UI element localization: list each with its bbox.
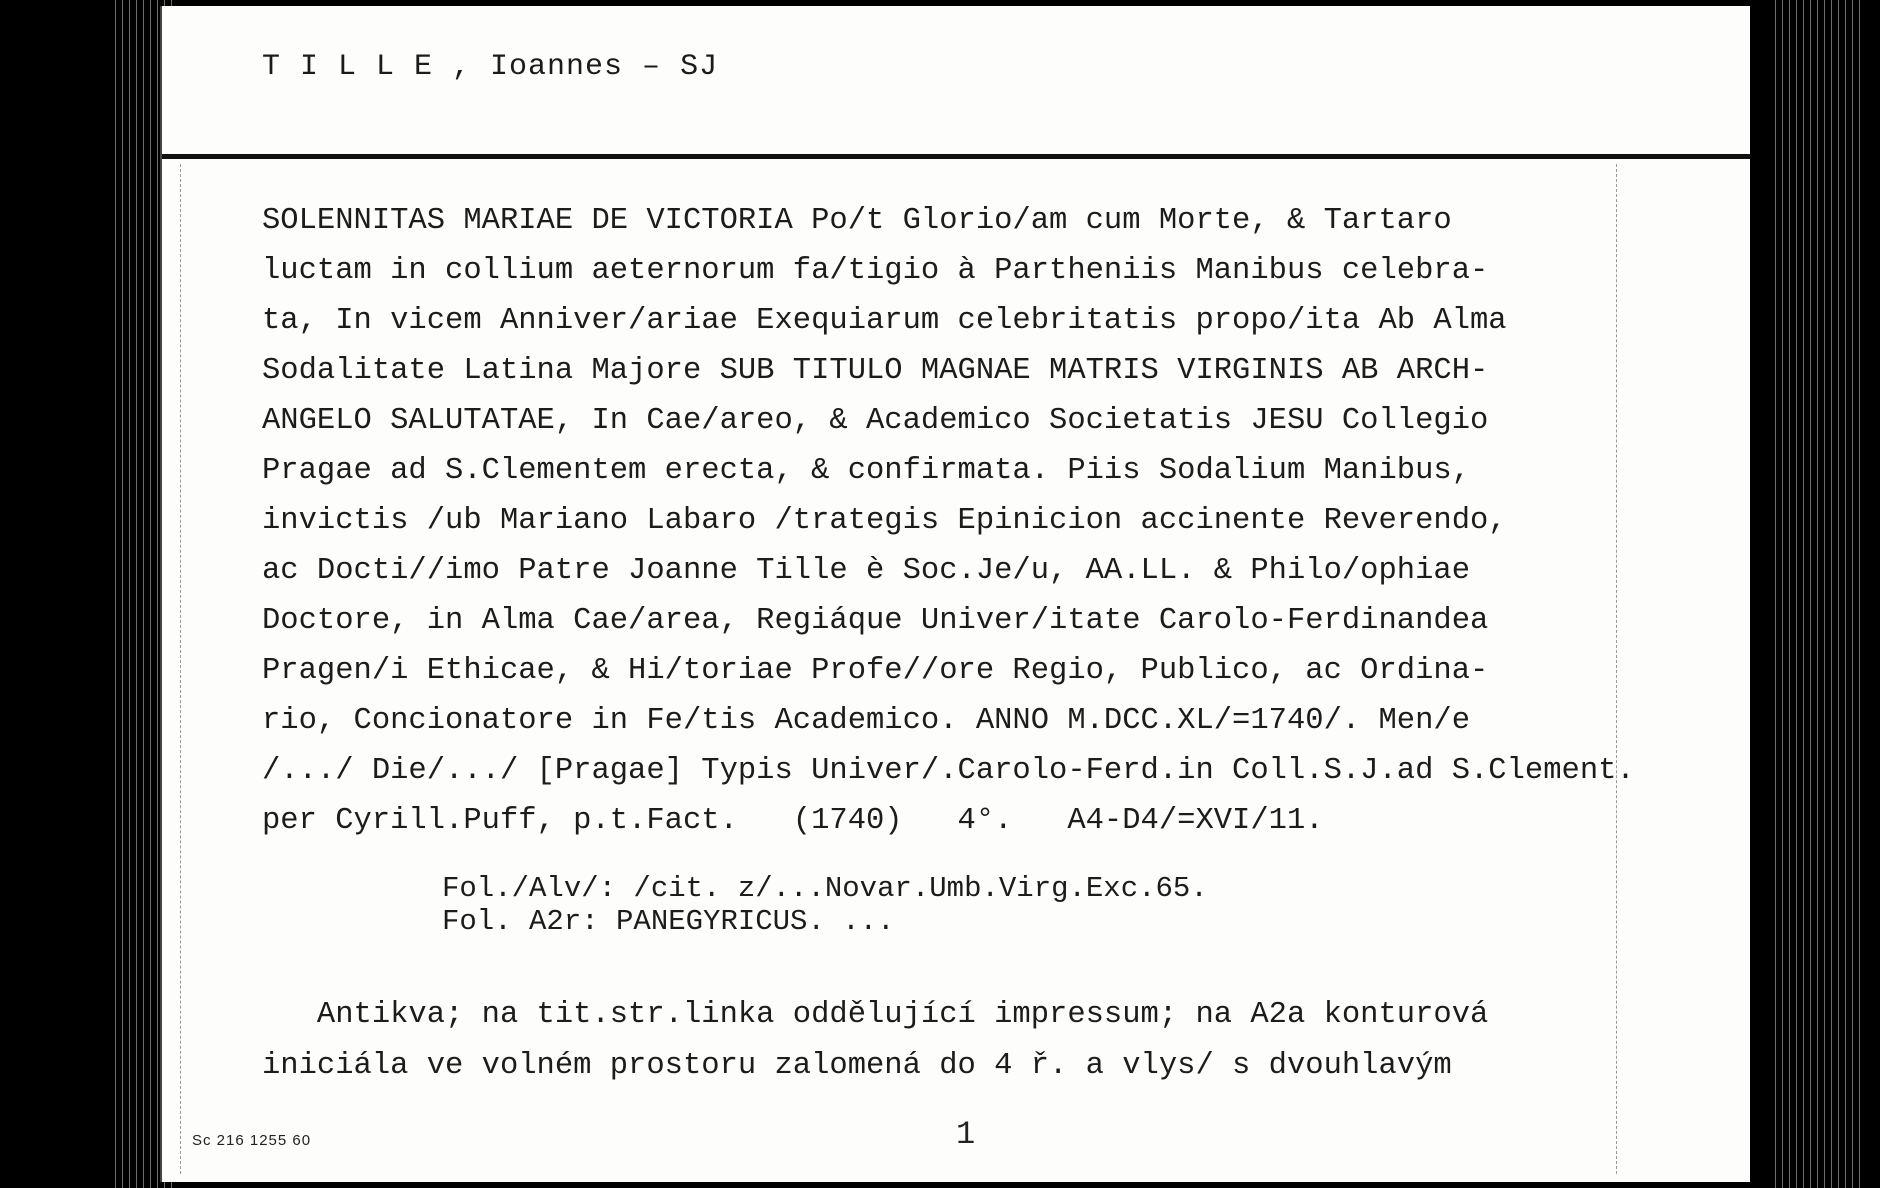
- title-line: Doctore, in Alma Cae/area, Regiáque Univer/itate Carolo-Ferdinandea: [262, 604, 1489, 638]
- title-line: /.../ Die/.../ [Pragae] Typis Univer/.Carolo-Ferd.in Coll.S.J.ad S.Clement.: [262, 754, 1635, 788]
- title-line: luctam in collium aeternorum fa/tigio à Partheniis Manibus celebra-: [262, 254, 1489, 288]
- typographic-description: [262, 990, 1612, 1092]
- left-margin-rule: [180, 164, 181, 1174]
- folio-notes: [442, 872, 1208, 938]
- form-code: Sc 216 1255 60: [192, 1132, 312, 1149]
- folio-note: Fol. A2r: PANEGYRICUS. ...: [442, 905, 895, 938]
- card-header: [162, 6, 1750, 159]
- title-line: Pragen/i Ethicae, & Hi/toriae Profe//ore Regio, Publico, ac Ordina-: [262, 654, 1489, 688]
- description-line: Antikva; na tit.str.linka oddělující impressum; na A2a konturová: [262, 998, 1489, 1032]
- description-line: iniciála ve volném prostoru zalomená do 4 ř. a vlys/ s dvouhlavým: [262, 1049, 1452, 1083]
- title-line: Sodalitate Latina Majore SUB TITULO MAGNAE MATRIS VIRGINIS AB ARCH-: [262, 354, 1489, 388]
- folio-note: Fol./Alv/: /cit. z/...Novar.Umb.Virg.Exc.65.: [442, 872, 1208, 905]
- title-line: rio, Concionatore in Fe/tis Academico. ANNO M.DCC.XL/=1740/. Men/e: [262, 704, 1470, 738]
- title-line: Pragae ad S.Clementem erecta, & confirmata. Piis Sodalium Manibus,: [262, 454, 1470, 488]
- catalog-card: [160, 6, 1750, 1182]
- author-heading: T I L L E , Ioannes – SJ: [262, 50, 719, 84]
- title-line: ANGELO SALUTATAE, In Cae/areo, & Academico Societatis JESU Collegio: [262, 404, 1489, 438]
- scan-edge-right: [1772, 0, 1862, 1188]
- title-line: ac Docti//imo Patre Joanne Tille è Soc.Je/u, AA.LL. & Philo/ophiae: [262, 554, 1470, 588]
- page-number: 1: [956, 1116, 976, 1153]
- right-margin-rule: [1616, 164, 1617, 1174]
- title-line: SOLENNITAS MARIAE DE VICTORIA Po/t Glorio/am cum Morte, & Tartaro: [262, 204, 1452, 238]
- title-transcription: [262, 196, 1635, 846]
- title-line: invictis /ub Mariano Labaro /trategis Epinicion accinente Reverendo,: [262, 504, 1507, 538]
- title-line: ta, In vicem Anniver/ariae Exequiarum celebritatis propo/ita Ab Alma: [262, 304, 1507, 338]
- title-line: per Cyrill.Puff, p.t.Fact. (1740) 4°. A4-D4/=XVI/11.: [262, 804, 1324, 838]
